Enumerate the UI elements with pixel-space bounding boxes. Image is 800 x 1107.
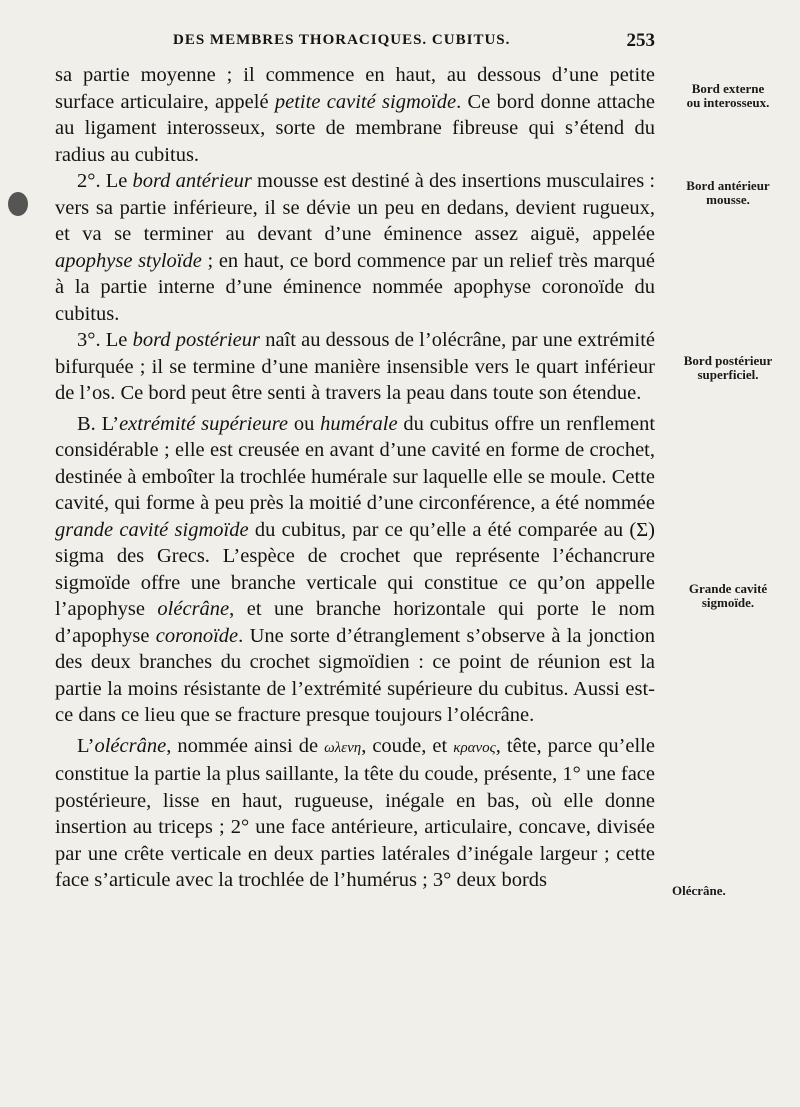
text-run: , nommée ainsi de [166,734,325,757]
italic-term: olécrâne [94,734,167,757]
text-run: , et une branche horizontale qui porte le nom d’apophyse [55,598,655,647]
text-run: mousse est destiné à des insertions musculaires : vers sa partie inférieure, il se dévie un peu en dedans, devient rugueux, et va se terminer au devant d’une éminence assez aiguë, appelée [55,170,656,245]
margin-note-line: sigmoïde. [701,595,755,610]
margin-note-bord-posterieur [658,354,798,382]
margin-note-line: Bord externe [691,81,765,96]
margin-note-line: superficiel. [697,367,759,382]
margin-note-line: Olécrâne. [672,883,726,898]
text-run: , tête, parce qu’elle constitue la partie la plus saillante, la tête du coude, présente, 1° une face postérieure, lisse en haut, rugueuse, inégale en bas, où elle donne insertion au triceps ; 2° une face antérieure, articulaire, concave, divisée par une crête verticale en deux parties latérales d’inégale largeur ; cette face s’articule avec la trochlée de l’humérus ; 3° deux bords [55,734,655,891]
margin-note-line: Bord postérieur [683,353,773,368]
margin-note-olecrane [672,884,800,898]
italic-term: bord antérieur [132,170,252,192]
text-run: du cubitus, par ce qu’elle a été comparée au (Σ) sigma des Grecs. L’espèce de crochet que représente l’échancrure sigmoïde offre une branche verticale qui constitue ce qu’on appelle l’apophyse [55,518,655,620]
margin-note-line: mousse. [706,192,750,207]
text-run: L’ [77,734,95,757]
margin-note-line: Bord antérieur [686,178,770,193]
italic-term: petite cavité sigmoïde [274,90,457,113]
margin-note-bord-anterieur [658,179,798,207]
italic-term: olécrâne [157,598,230,620]
ink-blot [8,192,28,216]
text-run: ; en haut, ce bord commence par un relief très marqué à la partie interne d’une éminence nommée apophyse coronoïde du cubitus. [55,249,655,325]
margin-note-bord-externe [658,82,798,110]
text-run: du cubitus offre un renflement considérable ; elle est creusée en avant d’une cavité en forme de crochet, destinée à emboîter la trochlée humérale sur laquelle elle se moule. Cette cavité, qui forme à peu près la moitié d’une circonférence, a été nommée [55,412,656,514]
paragraph [55,168,655,327]
greek-word: κρανος [453,739,496,756]
paragraph [55,733,655,894]
text-run: naît au dessous de l’olécrâne, par une extrémité bifurquée ; il se termine d’une manière insensible vers le quart inférieur de l’os. Ce bord peut être senti à travers la peau dans toute son étendue. [55,329,655,404]
text-run: sa partie moyenne ; il commence en haut, au dessous d’une petite surface articulaire, appelé [55,64,655,113]
italic-term: bord postérieur [132,329,261,351]
margin-note-grande-cavite [658,582,798,610]
paragraph [55,411,655,729]
running-head: DES MEMBRES THORACIQUES. CUBITUS. [173,32,511,48]
italic-term: coronoïde [155,624,239,647]
page-number: 253 [626,30,655,51]
paragraph [55,62,655,168]
text-run: 2°. Le [77,170,133,192]
text-run: B. L’ [77,412,120,435]
margin-note-line: Grande cavité [688,581,768,596]
paragraph [55,327,655,407]
text-run: 3°. Le [77,329,133,351]
italic-term: apophyse styloïde [55,249,202,272]
text-run: . Ce bord donne attache au ligament interosseux, sorte de membrane fibreuse qui s’étend du radius au cubitus. [55,90,656,166]
italic-term: grande cavité sigmoïde [55,518,249,541]
text-run: , coude, et [361,734,454,757]
page-header [55,30,655,54]
italic-term: humérale [320,412,398,435]
greek-word: ωλενη [324,739,362,756]
text-run: ou [288,412,321,435]
italic-term: extrémité supérieure [119,412,289,435]
body-text [55,62,655,894]
margin-note-line: ou interosseux. [686,95,770,110]
text-run: . Une sorte d’étranglement s’observe à la jonction des deux branches du crochet sigmoïdien : ce point de réunion est la partie la moins résistante de l’extrémité supérieure du cubitus. Aussi est-ce dans ce lieu que se fracture presque toujours l’olécrâne. [55,624,655,726]
